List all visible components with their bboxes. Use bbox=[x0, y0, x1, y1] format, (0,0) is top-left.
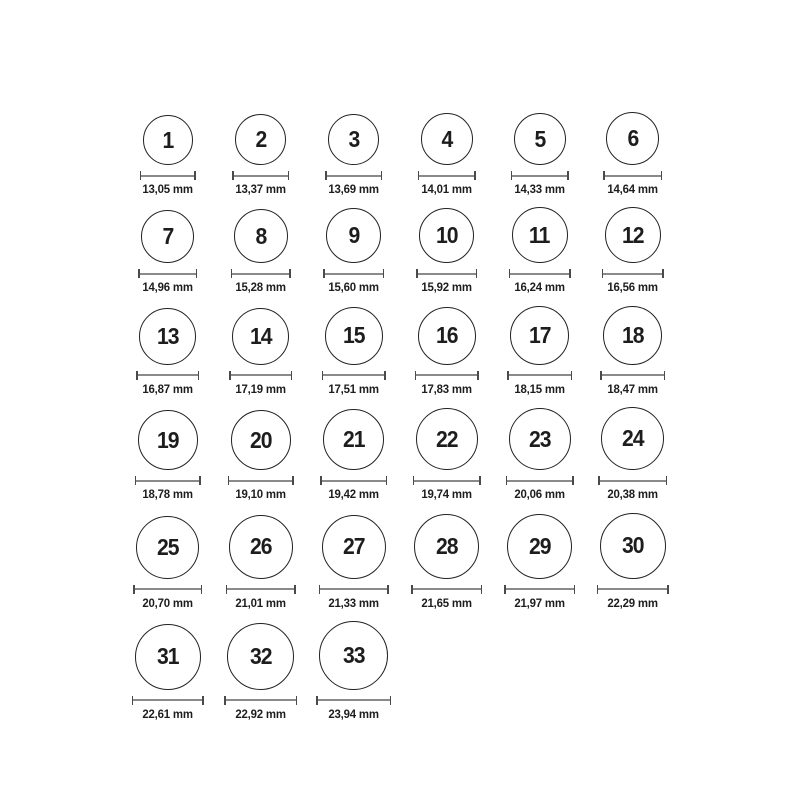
ring-diameter-label: 15,60 mm bbox=[328, 280, 379, 295]
ring-size-cell bbox=[121, 410, 214, 501]
dimension-tick-right-icon bbox=[198, 371, 200, 380]
diameter-dimension-line bbox=[133, 585, 202, 594]
dimension-bar bbox=[600, 480, 666, 482]
ring-circle bbox=[328, 114, 379, 165]
ring-diameter-label: 17,51 mm bbox=[328, 381, 379, 396]
dimension-bar bbox=[416, 374, 477, 376]
ring-circle bbox=[421, 113, 473, 165]
ring-circle bbox=[514, 113, 566, 165]
ring-diameter-label: 15,28 mm bbox=[235, 280, 286, 295]
diameter-dimension-line bbox=[602, 269, 664, 278]
dimension-tick-right-icon bbox=[662, 269, 664, 278]
ring-circle bbox=[138, 410, 198, 470]
dimension-bar bbox=[325, 273, 383, 275]
ring-size-number: 19 bbox=[156, 426, 179, 453]
ring-diameter-label: 16,24 mm bbox=[514, 280, 565, 295]
dimension-bar bbox=[136, 480, 199, 482]
dimension-bar bbox=[227, 588, 294, 590]
dimension-bar bbox=[509, 374, 571, 376]
ring-size-number: 17 bbox=[528, 321, 551, 348]
ring-size-number: 29 bbox=[528, 532, 551, 559]
ring-circle bbox=[507, 514, 572, 579]
dimension-bar bbox=[506, 588, 574, 590]
ring-circle bbox=[326, 208, 381, 263]
dimension-bar bbox=[133, 699, 202, 701]
ring-diameter-label: 19,42 mm bbox=[328, 487, 379, 502]
ring-size-number: 3 bbox=[348, 126, 359, 152]
ring-size-number: 14 bbox=[249, 322, 272, 349]
ring-diameter-label: 20,70 mm bbox=[142, 595, 193, 610]
dimension-bar bbox=[418, 273, 476, 275]
ring-size-cell bbox=[586, 306, 679, 396]
ring-circle bbox=[139, 308, 196, 365]
diameter-dimension-line bbox=[603, 171, 662, 180]
ring-size-number: 18 bbox=[621, 321, 644, 348]
dimension-tick-right-icon bbox=[481, 585, 483, 594]
dimension-bar bbox=[318, 699, 390, 701]
diameter-dimension-line bbox=[323, 269, 384, 278]
diameter-dimension-line bbox=[135, 476, 201, 485]
ring-diameter-label: 22,61 mm bbox=[142, 706, 193, 721]
dimension-tick-right-icon bbox=[291, 371, 293, 380]
ring-circle bbox=[141, 210, 194, 263]
ring-diameter-label: 18,78 mm bbox=[142, 487, 193, 502]
diameter-dimension-line bbox=[600, 371, 665, 380]
ring-diameter-label: 20,38 mm bbox=[607, 487, 658, 502]
ring-circle bbox=[416, 408, 478, 470]
diameter-dimension-line bbox=[232, 171, 289, 180]
dimension-tick-right-icon bbox=[569, 269, 571, 278]
ring-size-cell bbox=[400, 113, 493, 196]
ring-size-cell bbox=[307, 515, 400, 610]
ring-size-number: 9 bbox=[348, 222, 359, 249]
ring-size-number: 26 bbox=[249, 533, 272, 560]
ring-diameter-label: 13,69 mm bbox=[328, 182, 379, 196]
dimension-bar bbox=[135, 588, 201, 590]
dimension-tick-right-icon bbox=[667, 585, 669, 594]
ring-size-cell bbox=[400, 307, 493, 396]
ring-size-cell bbox=[214, 308, 307, 396]
ring-size-number: 25 bbox=[156, 533, 179, 560]
ring-circle bbox=[325, 307, 383, 365]
dimension-tick-right-icon bbox=[289, 269, 291, 278]
diameter-dimension-line bbox=[325, 171, 382, 180]
ring-size-number: 16 bbox=[435, 322, 458, 349]
ring-size-cell bbox=[586, 207, 679, 294]
diameter-dimension-line bbox=[507, 371, 572, 380]
ring-size-chart bbox=[121, 0, 679, 732]
ring-size-number: 23 bbox=[528, 425, 551, 452]
ring-size-cell bbox=[121, 210, 214, 294]
ring-size-cell bbox=[121, 115, 214, 196]
diameter-dimension-line bbox=[411, 585, 482, 594]
dimension-bar bbox=[327, 175, 381, 177]
ring-size-cell bbox=[307, 307, 400, 396]
ring-circle bbox=[231, 410, 291, 470]
ring-size-cell bbox=[307, 208, 400, 294]
dimension-tick-right-icon bbox=[571, 371, 573, 380]
ring-diameter-label: 13,37 mm bbox=[235, 182, 286, 196]
ring-circle bbox=[234, 209, 288, 263]
ring-size-number: 4 bbox=[441, 125, 452, 152]
diameter-dimension-line bbox=[598, 476, 667, 485]
dimension-tick-right-icon bbox=[479, 476, 481, 485]
ring-circle bbox=[419, 208, 474, 263]
ring-size-number: 24 bbox=[621, 425, 644, 452]
dimension-tick-right-icon bbox=[294, 585, 296, 594]
ring-diameter-label: 22,92 mm bbox=[235, 706, 286, 721]
diameter-dimension-line bbox=[418, 171, 476, 180]
ring-size-cell bbox=[214, 410, 307, 501]
dimension-bar bbox=[226, 699, 296, 701]
dimension-tick-right-icon bbox=[383, 269, 385, 278]
ring-diameter-label: 18,47 mm bbox=[607, 381, 658, 396]
diameter-dimension-line bbox=[316, 696, 391, 705]
ring-diameter-label: 17,19 mm bbox=[235, 381, 286, 396]
ring-size-number: 8 bbox=[255, 222, 266, 249]
ring-size-number: 10 bbox=[435, 222, 458, 249]
ring-circle bbox=[509, 408, 571, 470]
dimension-bar bbox=[320, 588, 387, 590]
ring-size-number: 33 bbox=[342, 641, 365, 668]
ring-size-number: 7 bbox=[162, 223, 173, 250]
ring-diameter-label: 21,33 mm bbox=[328, 595, 379, 610]
dimension-tick-right-icon bbox=[476, 269, 478, 278]
dimension-tick-right-icon bbox=[292, 476, 294, 485]
diameter-dimension-line bbox=[226, 585, 296, 594]
diameter-dimension-line bbox=[136, 371, 199, 380]
ring-size-number: 28 bbox=[435, 532, 458, 559]
ring-size-number: 12 bbox=[621, 221, 644, 248]
diameter-dimension-line bbox=[140, 171, 196, 180]
ring-circle bbox=[603, 306, 662, 365]
ring-size-number: 27 bbox=[342, 533, 365, 560]
dimension-tick-right-icon bbox=[384, 371, 386, 380]
ring-size-number: 5 bbox=[534, 125, 545, 152]
dimension-bar bbox=[234, 175, 288, 177]
dimension-bar bbox=[141, 175, 194, 177]
diameter-dimension-line bbox=[228, 476, 294, 485]
ring-size-cell bbox=[214, 209, 307, 294]
dimension-bar bbox=[229, 480, 292, 482]
diameter-dimension-line bbox=[132, 696, 204, 705]
ring-size-number: 13 bbox=[156, 322, 179, 349]
ring-circle bbox=[418, 307, 476, 365]
dimension-bar bbox=[138, 374, 198, 376]
dimension-tick-right-icon bbox=[386, 476, 388, 485]
dimension-tick-right-icon bbox=[474, 171, 476, 180]
dimension-tick-right-icon bbox=[477, 371, 479, 380]
dimension-bar bbox=[413, 588, 481, 590]
dimension-bar bbox=[140, 273, 196, 275]
diameter-dimension-line bbox=[319, 585, 389, 594]
ring-diameter-label: 15,92 mm bbox=[421, 280, 472, 295]
diameter-dimension-line bbox=[413, 476, 481, 485]
dimension-tick-right-icon bbox=[390, 696, 392, 705]
diameter-dimension-line bbox=[138, 269, 197, 278]
ring-size-cell bbox=[493, 306, 586, 396]
ring-circle bbox=[229, 515, 293, 579]
dimension-bar bbox=[603, 273, 662, 275]
ring-size-cell bbox=[493, 207, 586, 294]
ring-size-cell bbox=[586, 407, 679, 501]
dimension-tick-right-icon bbox=[574, 585, 576, 594]
ring-diameter-label: 19,10 mm bbox=[235, 487, 286, 502]
ring-circle bbox=[510, 306, 569, 365]
diameter-dimension-line bbox=[511, 171, 569, 180]
dimension-tick-right-icon bbox=[387, 585, 389, 594]
dimension-tick-right-icon bbox=[201, 585, 203, 594]
ring-size-cell bbox=[400, 514, 493, 610]
ring-size-cell bbox=[121, 624, 214, 721]
ring-circle bbox=[512, 207, 568, 263]
ring-size-number: 15 bbox=[342, 322, 365, 349]
ring-diameter-label: 14,96 mm bbox=[142, 280, 193, 295]
ring-size-number: 2 bbox=[255, 126, 266, 152]
ring-circle bbox=[235, 114, 286, 165]
ring-circle bbox=[143, 115, 193, 165]
ring-circle bbox=[601, 407, 664, 470]
ring-circle bbox=[135, 624, 201, 690]
diameter-dimension-line bbox=[597, 585, 669, 594]
ring-circle bbox=[414, 514, 479, 579]
ring-size-cell bbox=[307, 621, 400, 721]
ring-size-number: 21 bbox=[342, 426, 365, 453]
ring-size-number: 1 bbox=[162, 126, 173, 153]
ring-diameter-label: 17,83 mm bbox=[421, 381, 472, 396]
dimension-bar bbox=[231, 374, 291, 376]
dimension-tick-right-icon bbox=[288, 171, 290, 180]
ring-size-cell bbox=[121, 308, 214, 396]
ring-size-number: 31 bbox=[156, 643, 179, 670]
dimension-bar bbox=[414, 480, 479, 482]
diameter-dimension-line bbox=[509, 269, 571, 278]
diameter-dimension-line bbox=[322, 371, 386, 380]
ring-diameter-label: 19,74 mm bbox=[421, 487, 472, 502]
ring-diameter-label: 14,01 mm bbox=[421, 182, 472, 196]
ring-size-cell bbox=[493, 113, 586, 196]
dimension-tick-right-icon bbox=[666, 476, 668, 485]
ring-size-cell bbox=[121, 516, 214, 610]
dimension-tick-right-icon bbox=[199, 476, 201, 485]
ring-circle bbox=[136, 516, 199, 579]
diameter-dimension-line bbox=[320, 476, 387, 485]
ring-diameter-label: 21,01 mm bbox=[235, 595, 286, 610]
dimension-bar bbox=[232, 273, 289, 275]
ring-circle bbox=[605, 207, 661, 263]
dimension-bar bbox=[419, 175, 474, 177]
ring-circle bbox=[319, 621, 388, 690]
ring-size-cell bbox=[214, 623, 307, 721]
ring-diameter-label: 14,64 mm bbox=[607, 182, 658, 196]
ring-diameter-label: 20,06 mm bbox=[514, 487, 565, 502]
ring-diameter-label: 23,94 mm bbox=[328, 706, 379, 721]
diameter-dimension-line bbox=[229, 371, 292, 380]
diameter-dimension-line bbox=[504, 585, 575, 594]
diameter-dimension-line bbox=[416, 269, 477, 278]
ring-size-number: 11 bbox=[529, 221, 550, 248]
ring-size-cell bbox=[586, 112, 679, 196]
ring-size-number: 6 bbox=[627, 125, 638, 151]
dimension-tick-right-icon bbox=[567, 171, 569, 180]
ring-size-number: 22 bbox=[435, 425, 458, 452]
dimension-bar bbox=[602, 374, 664, 376]
ring-size-cell bbox=[214, 114, 307, 196]
ring-size-cell bbox=[493, 408, 586, 501]
ring-diameter-label: 16,87 mm bbox=[142, 381, 193, 396]
ring-diameter-label: 21,97 mm bbox=[514, 595, 565, 610]
dimension-tick-right-icon bbox=[196, 269, 198, 278]
diameter-dimension-line bbox=[224, 696, 297, 705]
ring-size-cell bbox=[586, 513, 679, 610]
dimension-bar bbox=[507, 480, 572, 482]
dimension-tick-right-icon bbox=[296, 696, 298, 705]
dimension-tick-right-icon bbox=[381, 171, 383, 180]
diameter-dimension-line bbox=[415, 371, 479, 380]
dimension-tick-right-icon bbox=[661, 171, 663, 180]
ring-size-cell bbox=[307, 114, 400, 196]
ring-circle bbox=[323, 409, 384, 470]
ring-size-number: 20 bbox=[249, 426, 272, 453]
diameter-dimension-line bbox=[231, 269, 291, 278]
ring-diameter-label: 18,15 mm bbox=[514, 381, 565, 396]
dimension-bar bbox=[605, 175, 661, 177]
dimension-tick-right-icon bbox=[194, 171, 196, 180]
ring-circle bbox=[322, 515, 386, 579]
diameter-dimension-line bbox=[506, 476, 574, 485]
dimension-tick-right-icon bbox=[664, 371, 666, 380]
dimension-bar bbox=[322, 480, 386, 482]
ring-size-cell bbox=[493, 514, 586, 610]
ring-diameter-label: 14,33 mm bbox=[514, 182, 565, 196]
dimension-bar bbox=[510, 273, 569, 275]
ring-size-cell bbox=[307, 409, 400, 501]
ring-diameter-label: 21,65 mm bbox=[421, 595, 472, 610]
ring-size-cell bbox=[214, 515, 307, 610]
ring-size-cell bbox=[400, 208, 493, 294]
ring-diameter-label: 22,29 mm bbox=[607, 595, 658, 610]
ring-circle bbox=[232, 308, 289, 365]
ring-size-number: 30 bbox=[621, 532, 644, 559]
ring-circle bbox=[227, 623, 294, 690]
dimension-bar bbox=[323, 374, 384, 376]
dimension-bar bbox=[512, 175, 567, 177]
ring-size-number: 32 bbox=[249, 642, 272, 669]
dimension-tick-right-icon bbox=[202, 696, 204, 705]
ring-size-cell bbox=[400, 408, 493, 501]
dimension-tick-right-icon bbox=[572, 476, 574, 485]
ring-diameter-label: 13,05 mm bbox=[142, 182, 193, 196]
ring-diameter-label: 16,56 mm bbox=[607, 280, 658, 295]
ring-circle bbox=[606, 112, 659, 165]
dimension-bar bbox=[598, 588, 667, 590]
ring-circle bbox=[600, 513, 666, 579]
